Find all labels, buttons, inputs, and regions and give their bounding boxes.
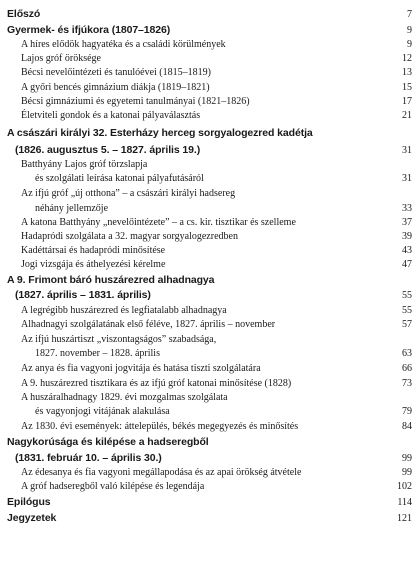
toc-entry-title: Alhadnagyi szolgálatának első féléve, 1827. április – november [21,319,276,330]
toc-entry-title: Kadéttársai és hadapródi minősítése [21,245,166,256]
toc-section-entry [7,451,412,466]
toc-entry-title: és szolgálati leírása katonai pályafutásáról [35,173,204,184]
toc-section-entry [7,434,412,451]
toc-subsection-entry [7,158,412,172]
toc-page-number: 39 [402,231,412,242]
toc-section-entry [7,272,412,288]
toc-subsection-entry [7,466,412,480]
toc-entry-title: A huszáralhadnagy 1829. évi mozgalmas szolgálata [21,392,228,403]
toc-subsection-entry [7,361,412,376]
toc-page-number: 21 [402,110,412,121]
toc-entry-title: Nagykorúsága és kilépése a hadseregből [7,436,209,448]
toc-entry-title: (1831. február 10. – április 30.) [15,452,162,464]
toc-subsection-entry [7,303,412,318]
toc-section-entry [7,23,412,38]
toc-entry-title: Epilógus [7,496,51,508]
toc-page-number: 73 [402,378,412,389]
toc-page-number: 121 [397,513,412,524]
toc-subsection-entry [7,332,412,347]
toc-page-number: 43 [402,245,412,256]
toc-entry-title: A gróf hadseregből való kilépése és legendája [21,481,205,492]
toc-page-number: 12 [402,53,412,64]
toc-entry-title: A legrégibb huszárezred és legfiatalabb alhadnagya [21,305,227,316]
toc-page-number: 33 [402,203,412,214]
toc-section-entry [7,494,412,511]
toc-section-entry [7,288,412,303]
toc-entry-title: A császári királyi 32. Esterházy herceg sorgyalogezred kadétja [7,127,313,139]
toc-entry-title: Bécsi nevelőintézeti és tanulóévei (1815–1819) [21,67,211,78]
toc-page-number: 99 [402,467,412,478]
toc-page-number: 9 [407,39,412,50]
toc-page-number: 17 [402,96,412,107]
toc-subsection-entry [7,347,412,361]
toc-entry-title: Jogi vizsgája és áthelyezési kérelme [21,259,166,270]
toc-entry-title: A híres elődök hagyatéka és a családi körülmények [21,39,226,50]
toc-entry-title: A katona Batthyány „nevelőintézete” – a cs. kir. tisztikar és szelleme [21,217,296,228]
toc-subsection-entry [7,172,412,186]
toc-entry-title: Bécsi gimnáziumi és egyetemi tanulmányai (1821–1826) [21,96,250,107]
toc-subsection-entry [7,405,412,419]
toc-entry-title: Hadapródi szolgálata a 32. magyar sorgyalogezredben [21,231,238,242]
toc-entry-title: (1826. augusztus 5. – 1827. április 19.) [15,144,201,156]
toc-section-entry [7,511,412,526]
toc-entry-title: A győri bencés gimnázium diákja (1819–1821) [21,82,210,93]
toc-subsection-entry [7,419,412,434]
toc-page-number: 55 [402,305,412,316]
toc-entry-title: 1827. november – 1828. április [35,348,160,359]
toc-subsection-entry [7,80,412,95]
toc-page-number: 102 [397,481,412,492]
toc-subsection-entry [7,52,412,66]
toc-page-number: 31 [402,145,412,156]
toc-page-number: 31 [402,173,412,184]
toc-page-number: 7 [407,9,412,20]
toc-page-number: 47 [402,259,412,270]
toc-entry-title: néhány jellemzője [35,203,109,214]
toc-section-entry [7,123,412,143]
toc-entry-title: A 9. Frimont báró huszárezred alhadnagya [7,274,215,286]
toc-page-number: 55 [402,290,412,301]
toc-entry-title: Batthyány Lajos gróf törzslapja [21,159,148,170]
toc-page-number: 37 [402,217,412,228]
toc-subsection-entry [7,66,412,80]
toc-page-number: 99 [402,453,412,464]
toc-subsection-entry [7,376,412,391]
toc-entry-title: Gyermek- és ifjúkora (1807–1826) [7,24,171,36]
toc-section-entry [7,143,412,158]
toc-subsection-entry [7,480,412,494]
toc-page-number: 66 [402,363,412,374]
toc-entry-title: Az ifjú gróf „új otthona” – a császári királyi hadsereg [21,188,236,199]
toc-page-number: 63 [402,348,412,359]
toc-page-number: 84 [402,421,412,432]
toc-entry-title: Az anya és fia vagyoni jogvitája és hatása tiszti szolgálatára [21,363,261,374]
toc-entry-title: Jegyzetek [7,512,57,524]
toc-subsection-entry [7,230,412,244]
toc-entry-title: Lajos gróf öröksége [21,53,101,64]
toc-page-number: 13 [402,67,412,78]
toc-page-number: 9 [407,25,412,36]
toc-subsection-entry [7,95,412,109]
toc-entry-title: és vagyonjogi vitájának alakulása [35,406,170,417]
toc-entry-title: Az ifjú huszártiszt „viszontagságos” szabadsága, [21,334,217,345]
toc-subsection-entry [7,109,412,123]
toc-entry-title: Előszó [7,8,41,20]
toc-subsection-entry [7,391,412,405]
toc-entry-title: Életviteli gondok és a katonai pályaválasztás [21,110,201,121]
toc-entry-title: (1827. április – 1831. április) [15,289,151,301]
toc-page-number: 15 [402,82,412,93]
table-of-contents [7,5,412,526]
toc-subsection-entry [7,186,412,201]
toc-subsection-entry [7,244,412,258]
toc-entry-title: Az 1830. évi események: áttelepülés, békés megegyezés és minősítés [21,421,299,432]
toc-section-entry [7,5,412,23]
toc-subsection-entry [7,38,412,52]
toc-page-number: 57 [402,319,412,330]
toc-page-number: 79 [402,406,412,417]
toc-entry-title: A 9. huszárezred tisztikara és az ifjú gróf katonai minősítése (1828) [21,378,292,389]
toc-subsection-entry [7,318,412,332]
toc-subsection-entry [7,258,412,272]
toc-subsection-entry [7,201,412,216]
toc-entry-title: Az édesanya és fia vagyoni megállapodása és az apai örökség átvétele [21,467,302,478]
toc-page-number: 114 [397,497,412,508]
toc-subsection-entry [7,216,412,230]
